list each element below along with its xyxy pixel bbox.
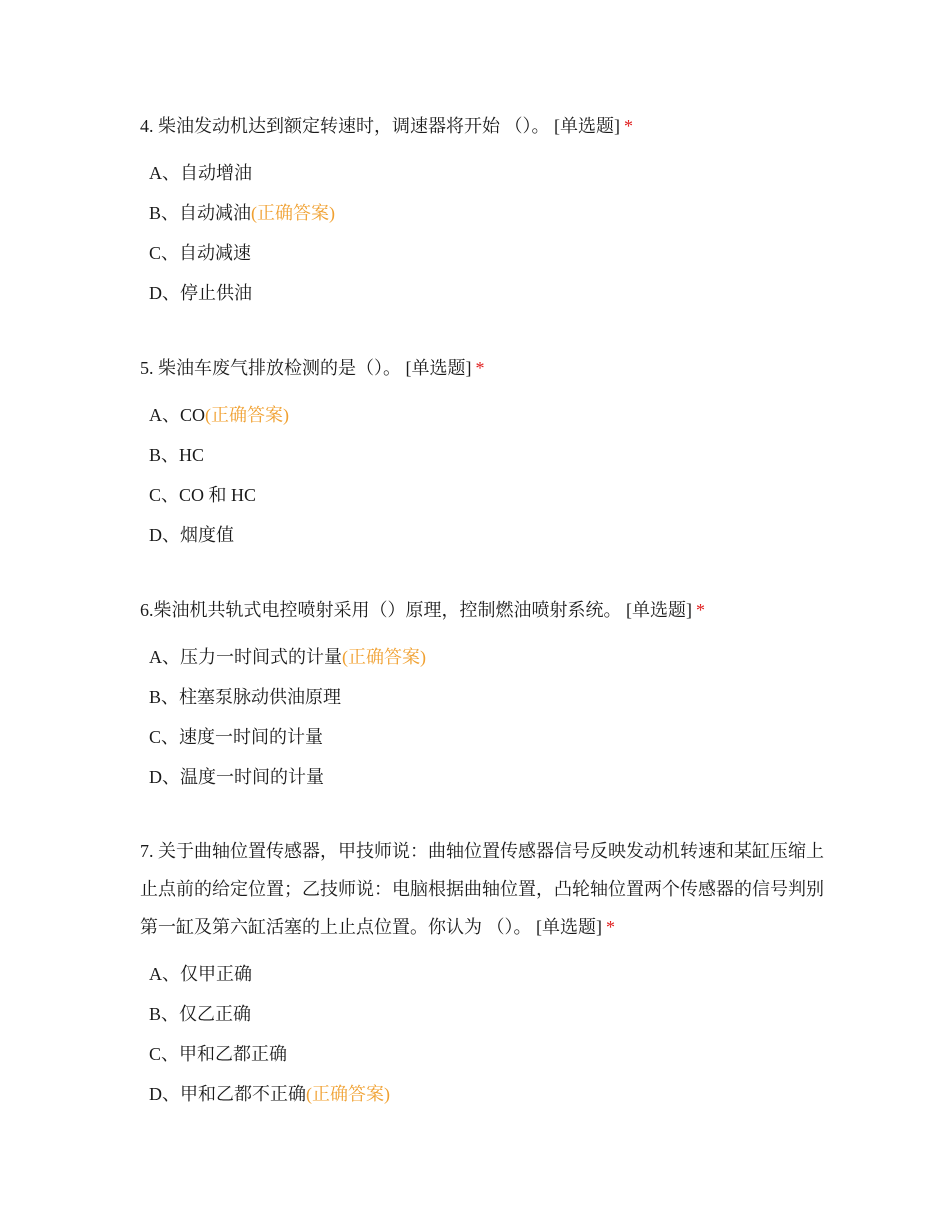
option-label: A、仅甲正确 bbox=[149, 964, 252, 984]
correct-answer-note: (正确答案) bbox=[306, 1084, 390, 1104]
question-4 bbox=[140, 107, 830, 313]
question-text: 6.柴油机共轨式电控喷射采用（）原理，控制燃油喷射系统。 bbox=[140, 600, 622, 620]
option-b[interactable] bbox=[149, 193, 830, 233]
option-b[interactable] bbox=[149, 435, 830, 475]
question-title bbox=[140, 349, 830, 387]
option-label: C、自动减速 bbox=[149, 243, 252, 263]
option-label: A、CO bbox=[149, 405, 206, 425]
option-a[interactable] bbox=[149, 395, 830, 435]
correct-answer-note: (正确答案) bbox=[205, 405, 290, 425]
option-c[interactable] bbox=[149, 1034, 830, 1074]
option-c[interactable] bbox=[149, 233, 830, 273]
question-type-label: [单选题] bbox=[626, 600, 692, 620]
question-title bbox=[140, 107, 830, 145]
option-a[interactable] bbox=[149, 954, 830, 994]
option-a[interactable] bbox=[149, 153, 830, 193]
option-label: C、速度一时间的计量 bbox=[149, 727, 324, 747]
option-label: B、柱塞泵脉动供油原理 bbox=[149, 687, 342, 707]
question-type-label: [单选题] bbox=[405, 358, 472, 378]
required-mark: * bbox=[624, 116, 633, 136]
question-5 bbox=[140, 349, 830, 555]
question-title bbox=[140, 591, 830, 629]
option-list bbox=[140, 954, 830, 1114]
question-type-label: [单选题] bbox=[554, 116, 620, 136]
question-text: 5. 柴油车废气排放检测的是（）。 bbox=[140, 358, 401, 378]
required-mark: * bbox=[475, 358, 485, 378]
option-c[interactable] bbox=[149, 475, 830, 515]
question-text: 7. 关于曲轴位置传感器，甲技师说：曲轴位置传感器信号反映发动机转速和某缸压缩上止点前的给定位置；乙技师说：电脑根据曲轴位置，凸轮轴位置两个传感器的信号判别第一缸及第六缸活塞的上止点位置。你认为 （）。 bbox=[140, 841, 824, 937]
option-label: D、烟度值 bbox=[149, 525, 234, 545]
option-label: D、停止供油 bbox=[149, 283, 252, 303]
required-mark: * bbox=[606, 917, 615, 937]
option-label: B、自动减油 bbox=[149, 203, 252, 223]
option-d[interactable] bbox=[149, 515, 830, 555]
option-label: B、HC bbox=[149, 445, 205, 465]
option-list bbox=[140, 637, 830, 797]
option-label: D、温度一时间的计量 bbox=[149, 767, 324, 787]
option-d[interactable] bbox=[149, 1074, 830, 1114]
question-text: 4. 柴油发动机达到额定转速时，调速器将开始 （）。 bbox=[140, 116, 550, 136]
option-label: C、甲和乙都正确 bbox=[149, 1044, 288, 1064]
question-type-label: [单选题] bbox=[536, 917, 602, 937]
required-mark: * bbox=[696, 600, 705, 620]
correct-answer-note: (正确答案) bbox=[342, 647, 426, 667]
option-label: D、甲和乙都不正确 bbox=[149, 1084, 306, 1104]
option-label: A、压力一时间式的计量 bbox=[149, 647, 342, 667]
option-c[interactable] bbox=[149, 717, 830, 757]
option-b[interactable] bbox=[149, 994, 830, 1034]
question-7 bbox=[140, 832, 830, 1114]
option-list bbox=[140, 153, 830, 313]
question-title bbox=[140, 832, 830, 946]
question-6 bbox=[140, 591, 830, 797]
option-label: B、仅乙正确 bbox=[149, 1004, 252, 1024]
option-b[interactable] bbox=[149, 677, 830, 717]
correct-answer-note: (正确答案) bbox=[251, 203, 336, 223]
option-a[interactable] bbox=[149, 637, 830, 677]
option-d[interactable] bbox=[149, 273, 830, 313]
option-list bbox=[140, 395, 830, 555]
option-label: C、CO 和 HC bbox=[149, 485, 257, 505]
option-d[interactable] bbox=[149, 757, 830, 797]
option-label: A、自动增油 bbox=[149, 163, 252, 183]
